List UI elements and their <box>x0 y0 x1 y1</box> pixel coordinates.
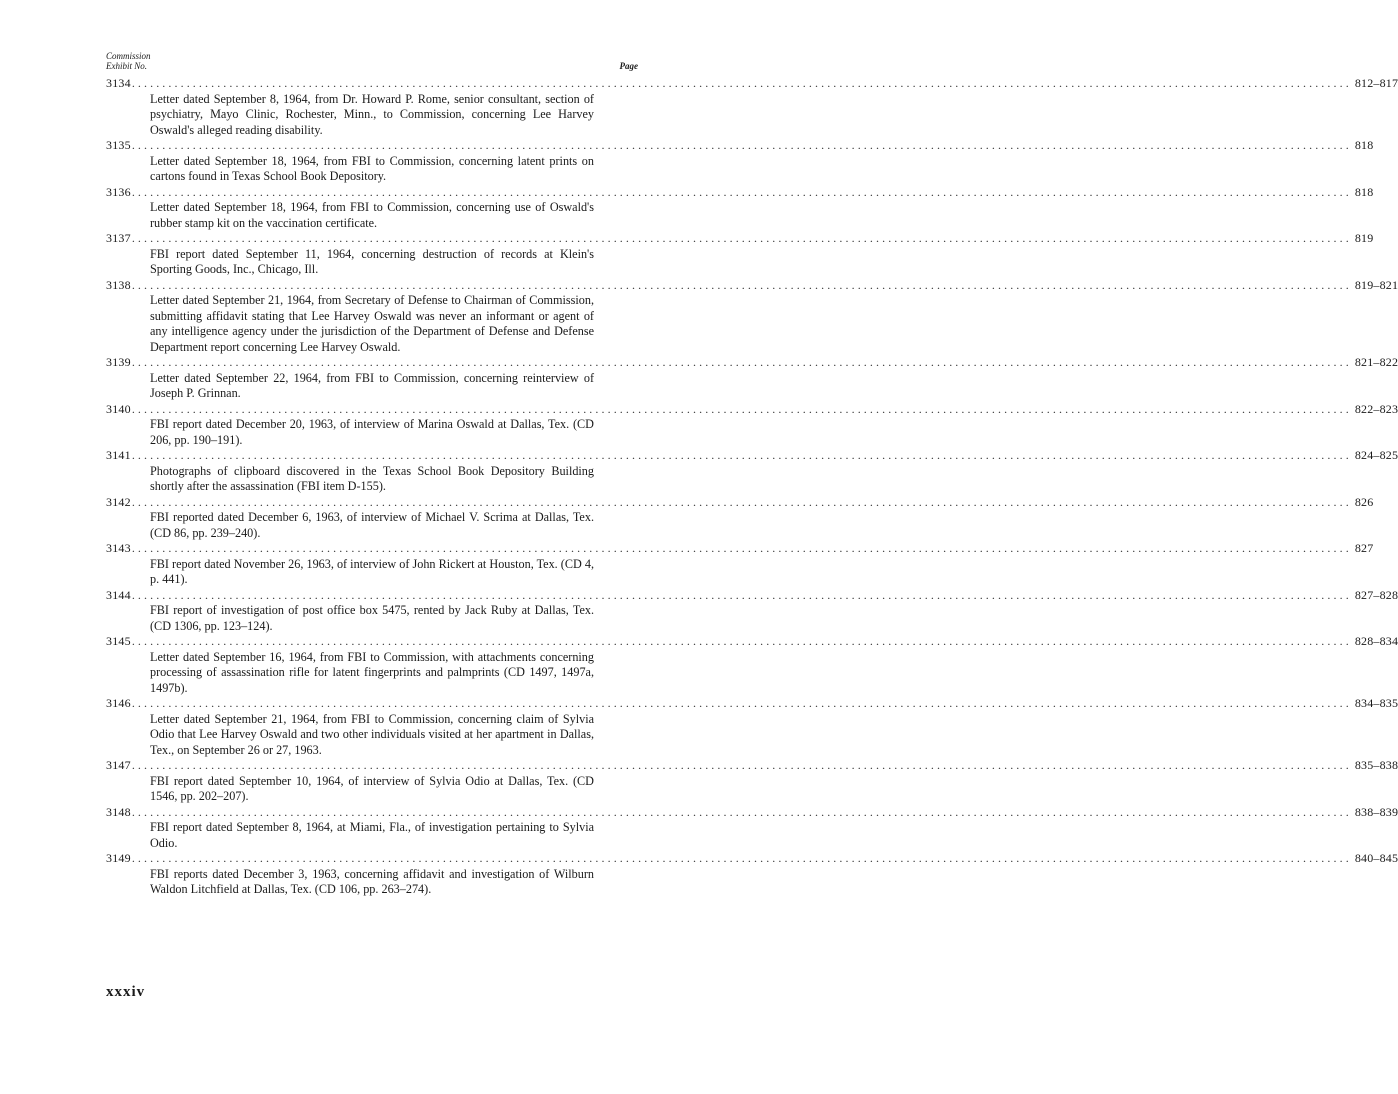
exhibit-number: 3134 <box>106 76 131 90</box>
exhibit-leader-line <box>106 76 1398 92</box>
page-range: 812–817 <box>1354 76 1398 90</box>
exhibit-description: Letter dated September 21, 1964, from Secretary of Defense to Chairman of Commission, submitting affidavit stating that Lee Harvey Oswald was never an informant or agent of any intelligence agency under the jurisdiction of the Department of Defense and Defense Department report concerning Lee Harvey Oswald. <box>150 293 594 354</box>
exhibit-column-label <box>106 52 151 71</box>
exhibit-description: FBI report dated September 11, 1964, concerning destruction of records at Klein's Sporting Goods, Inc., Chicago, Ill. <box>150 246 594 276</box>
exhibit-description: Letter dated September 18, 1964, from FBI to Commission, concerning use of Oswald's rubber stamp kit on the vaccination certificate. <box>150 200 594 230</box>
exhibit-description: FBI report dated September 8, 1964, at Miami, Fla., of investigation pertaining to Sylvia Odio. <box>150 820 594 850</box>
page-range: 818 <box>1354 138 1374 152</box>
dot-leader: ........................................................................................................................................................................................................ <box>131 138 1352 152</box>
dot-leader: ........................................................................................................................................................................................................ <box>131 277 1352 292</box>
dot-leader: ........................................................................................................................................................................................................ <box>131 76 1352 90</box>
exhibit-number: 3144 <box>106 587 131 602</box>
exhibit-leader-line <box>106 758 1398 774</box>
exhibit-description: FBI report dated September 10, 1964, of interview of Sylvia Odio at Dallas, Tex. (CD 1546, pp. 202–207). <box>150 773 594 803</box>
exhibit-number: 3147 <box>106 758 131 772</box>
exhibit-description: Letter dated September 8, 1964, from Dr. Howard P. Rome, senior consultant, section of psychiatry, Mayo Clinic, Rochester, Minn., to Commission, concerning Lee Harvey Oswald's alleged reading disability. <box>150 91 594 137</box>
exhibit-description: Letter dated September 22, 1964, from FBI to Commission, concerning reinterview of Joseph P. Grinnan. <box>150 370 594 400</box>
exhibit-description: Letter dated September 16, 1964, from FBI to Commission, with attachments concerning processing of assassination rifle for latent fingerprints and palmprints (CD 1497, 1497a, 1497b). <box>150 649 594 695</box>
exhibit-number: 3145 <box>106 634 131 648</box>
dot-leader: ........................................................................................................................................................................................................ <box>131 851 1352 865</box>
exhibit-description: FBI report dated December 20, 1963, of interview of Marina Oswald at Dallas, Tex. (CD 206, pp. 190–191). <box>150 417 594 447</box>
dot-leader: ........................................................................................................................................................................................................ <box>131 696 1352 710</box>
exhibit-leader-line <box>106 355 1398 371</box>
exhibit-leader-line <box>106 696 1398 712</box>
dot-leader: ........................................................................................................................................................................................................ <box>131 448 1352 462</box>
dot-leader: ........................................................................................................................................................................................................ <box>131 494 1352 509</box>
exhibit-number: 3136 <box>106 184 131 199</box>
exhibit-number: 3148 <box>106 804 131 819</box>
dot-leader: ........................................................................................................................................................................................................ <box>131 231 1352 245</box>
page-range: 828–834 <box>1354 634 1398 648</box>
page-range: 819–821 <box>1354 277 1398 292</box>
exhibit-entry <box>106 634 1398 696</box>
header-page-label: Page <box>619 61 638 71</box>
dot-leader: ........................................................................................................................................................................................................ <box>131 634 1352 648</box>
exhibit-description: FBI reported dated December 6, 1963, of interview of Michael V. Scrima at Dallas, Tex. (CD 86, pp. 239–240). <box>150 510 594 540</box>
exhibit-entry <box>106 587 1398 635</box>
dot-leader: ........................................................................................................................................................................................................ <box>131 758 1352 772</box>
exhibit-number: 3142 <box>106 494 131 509</box>
page-range: 819 <box>1354 231 1374 245</box>
exhibit-number: 3149 <box>106 851 131 865</box>
dot-leader: ........................................................................................................................................................................................................ <box>131 587 1352 602</box>
exhibit-number: 3143 <box>106 541 131 555</box>
exhibit-description: Photographs of clipboard discovered in the Texas School Book Depository Building shortly after the assassination (FBI item D-155). <box>150 463 594 493</box>
page-range: 835–838 <box>1354 758 1398 772</box>
exhibit-entry <box>106 138 1374 185</box>
exhibit-number: 3141 <box>106 448 131 462</box>
header-exhibit-no: Exhibit No. <box>106 60 147 71</box>
exhibit-entry <box>106 804 1398 852</box>
exhibit-leader-line <box>106 804 1398 821</box>
exhibit-description: FBI report of investigation of post office box 5475, rented by Jack Ruby at Dallas, Tex. (CD 1306, pp. 123–124). <box>150 603 594 633</box>
exhibit-entry <box>106 355 1398 402</box>
page-number: xxxiv <box>106 984 146 1000</box>
exhibit-number: 3138 <box>106 277 131 292</box>
exhibit-leader-line <box>106 587 1398 604</box>
exhibit-leader-line <box>106 541 1374 557</box>
exhibit-description: Letter dated September 18, 1964, from FBI to Commission, concerning latent prints on cartons found in Texas School Book Depository. <box>150 153 594 183</box>
page-range: 840–845 <box>1354 851 1398 865</box>
exhibit-entry <box>106 448 1398 495</box>
page-range: 826 <box>1354 494 1374 509</box>
page-range: 827–828 <box>1354 587 1398 602</box>
column-header <box>106 52 638 76</box>
exhibit-entry <box>106 541 1374 588</box>
exhibit-entry <box>106 758 1398 805</box>
exhibit-number: 3135 <box>106 138 131 152</box>
exhibit-number: 3140 <box>106 401 131 416</box>
exhibit-entry <box>106 851 1398 898</box>
exhibit-number: 3146 <box>106 696 131 710</box>
dot-leader: ........................................................................................................................................................................................................ <box>131 355 1352 369</box>
document-page <box>106 51 1398 898</box>
exhibit-entry <box>106 76 1398 138</box>
exhibit-leader-line <box>106 851 1398 867</box>
page-range: 821–822 <box>1354 355 1398 369</box>
exhibit-entry <box>106 401 1398 449</box>
exhibit-leader-line <box>106 448 1398 464</box>
exhibit-entry <box>106 696 1398 758</box>
page-range: 838–839 <box>1354 804 1398 819</box>
exhibit-leader-line <box>106 277 1398 294</box>
exhibit-entry <box>106 231 1374 278</box>
exhibit-leader-line <box>106 138 1374 154</box>
dot-leader: ........................................................................................................................................................................................................ <box>131 541 1352 555</box>
dot-leader: ........................................................................................................................................................................................................ <box>131 804 1352 819</box>
exhibit-description: Letter dated September 21, 1964, from FBI to Commission, concerning claim of Sylvia Odio that Lee Harvey Oswald and two other individuals visited at her apartment in Dallas, Tex., on September 26 or 27, 1963. <box>150 711 594 757</box>
exhibit-number: 3139 <box>106 355 131 369</box>
exhibit-entry <box>106 277 1398 356</box>
exhibit-leader-line <box>106 494 1374 511</box>
exhibit-description: FBI report dated November 26, 1963, of interview of John Rickert at Houston, Tex. (CD 4, p. 441). <box>150 556 594 586</box>
exhibit-list <box>106 76 1398 898</box>
exhibit-description: FBI reports dated December 3, 1963, concerning affidavit and investigation of Wilburn Waldon Litchfield at Dallas, Tex. (CD 106, pp. 263–274). <box>150 866 594 896</box>
exhibit-number: 3137 <box>106 231 131 245</box>
page-range: 818 <box>1354 184 1374 199</box>
exhibit-leader-line <box>106 231 1374 247</box>
page-range: 822–823 <box>1354 401 1398 416</box>
dot-leader: ........................................................................................................................................................................................................ <box>131 401 1352 416</box>
page-range: 834–835 <box>1354 696 1398 710</box>
page-range: 827 <box>1354 541 1374 555</box>
exhibit-leader-line <box>106 634 1398 650</box>
exhibit-entry <box>106 494 1374 542</box>
header-commission: Commission <box>106 51 151 61</box>
dot-leader: ........................................................................................................................................................................................................ <box>131 184 1352 199</box>
exhibit-leader-line <box>106 401 1398 418</box>
exhibit-leader-line <box>106 184 1374 201</box>
page-range: 824–825 <box>1354 448 1398 462</box>
exhibit-entry <box>106 184 1374 232</box>
